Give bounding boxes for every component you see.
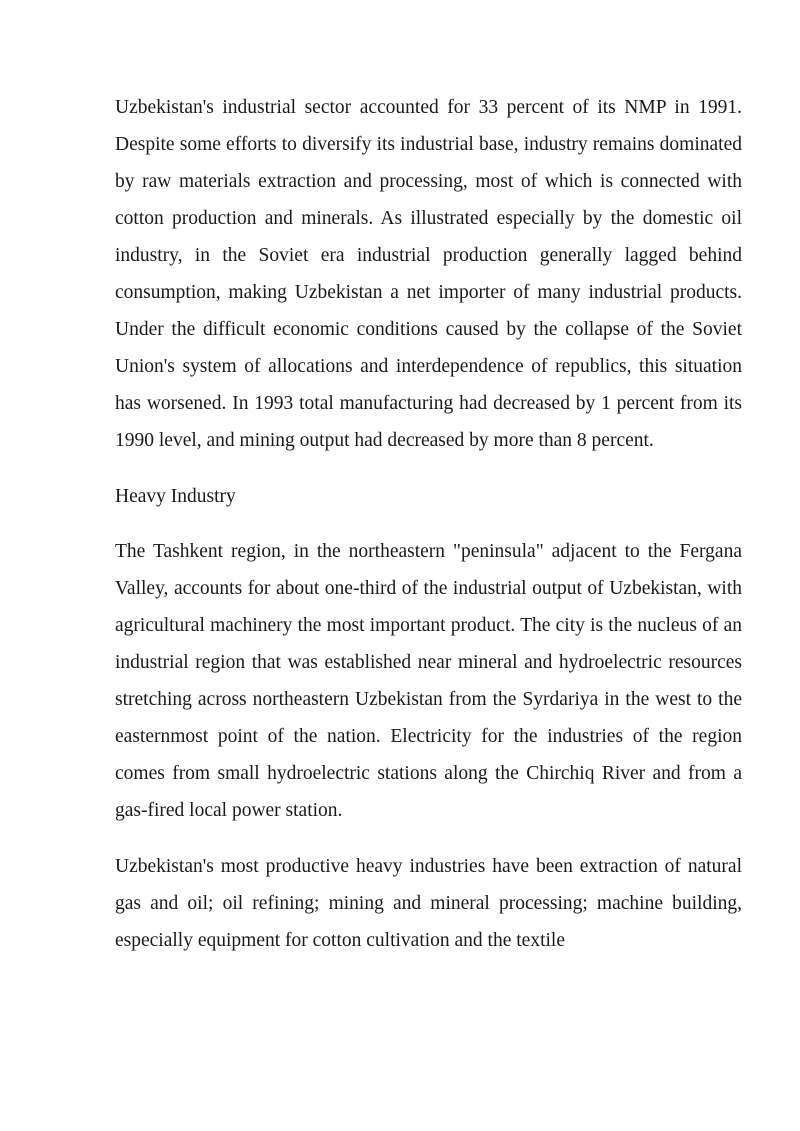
paragraph-heavy-industries: Uzbekistan's most productive heavy industries have been extraction of natural gas and oil; oil refining; mining and mineral processing; machine building, especially equipment for cotton cultivation and the textile	[115, 855, 742, 951]
paragraph-tashkent-region: The Tashkent region, in the northeastern "peninsula" adjacent to the Fergana Valley, accounts for about one-third of the industrial output of Uzbekistan, with agricultural machinery the most important product. The city is the nucleus of an industrial region that was established near mineral and hydroelectric resources stretching across northeastern Uzbekistan from the Syrdariya in the west to the easternmost point of the nation. Electricity for the industries of the region comes from small hydroelectric stations along the Chirchiq River and from a gas-fired local power station.	[115, 541, 742, 821]
section-heading-heavy-industry: Heavy Industry	[115, 485, 236, 507]
document-body	[115, 89, 742, 959]
paragraph-industrial-sector: Uzbekistan's industrial sector accounted for 33 percent of its NMP in 1991. Despite some efforts to diversify its industrial base, industry remains dominated by raw materials extraction and processing, most of which is connected with cotton production and minerals. As illustrated especially by the domestic oil industry, in the Soviet era industrial production generally lagged behind consumption, making Uzbekistan a net importer of many industrial products. Under the difficult economic conditions caused by the collapse of the Soviet Union's system of allocations and interdependence of republics, this situation has worsened. In 1993 total manufacturing had decreased by 1 percent from its 1990 level, and mining output had decreased by more than 8 percent.	[115, 97, 742, 451]
